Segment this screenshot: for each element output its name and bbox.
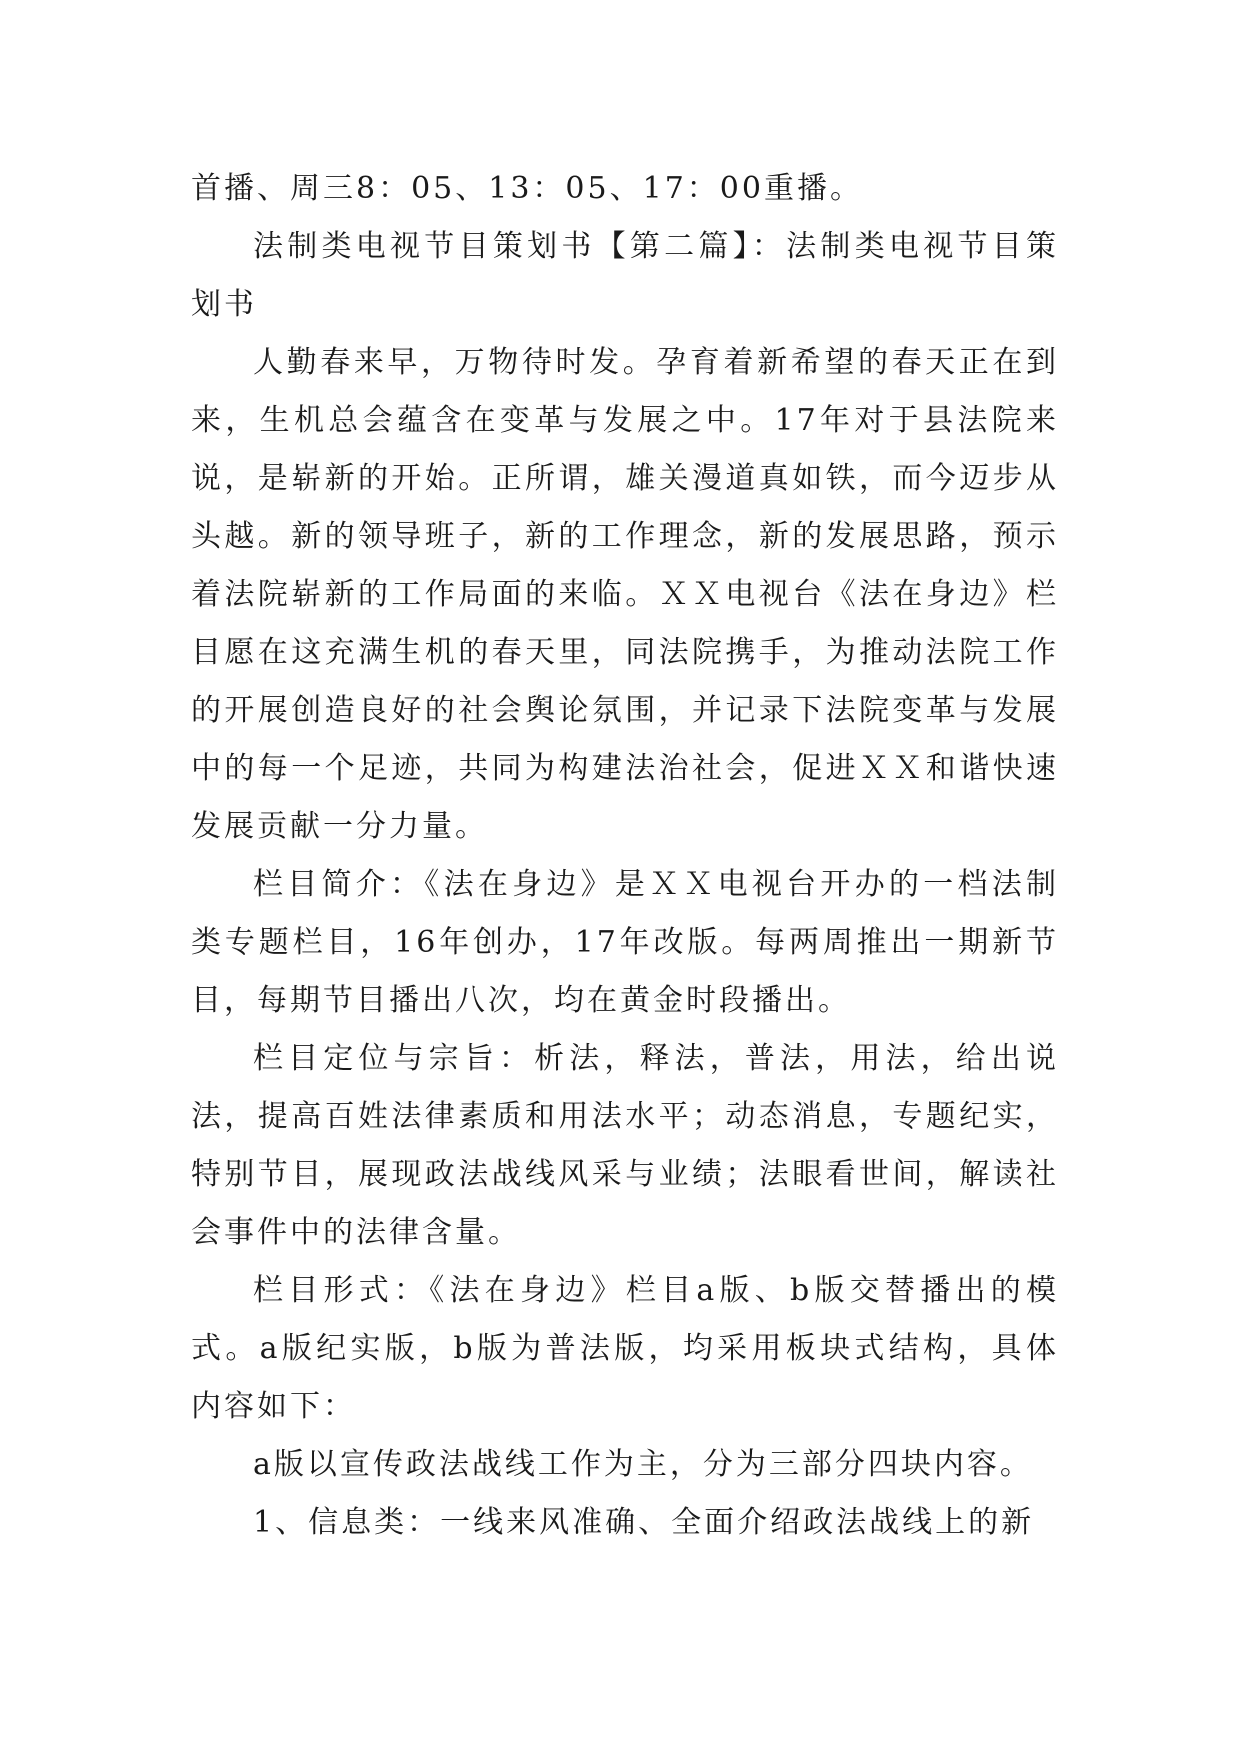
paragraph-introduction: 人勤春来早，万物待时发。孕育着新希望的春天正在到来，生机总会蕴含在变革与发展之中。17年对于县法院来说，是崭新的开始。正所谓，雄关漫道真如铁，而今迈步从头越。新的领导班子，新的工作理念，新的发展思路，预示着法院崭新的工作局面的来临。ＸＸ电视台《法在身边》栏目愿在这充满生机的春天里，同法院携手，为推动法院工作的开展创造良好的社会舆论氛围，并记录下法院变革与发展中的每一个足迹，共同为构建法治社会，促进ＸＸ和谐快速发展贡献一分力量。 (191, 345, 1059, 844)
paragraph-positioning: 栏目定位与宗旨：析法，释法，普法，用法，给出说法，提高百姓法律素质和用法水平；动态消息，专题纪实，特别节目，展现政法战线风采与业绩；法眼看世间，解读社会事件中的法律含量。 (191, 1041, 1059, 1250)
paragraph-broadcast-schedule: 首播、周三8：05、13：05、17：00重播。 (191, 171, 863, 206)
paragraph-version-a: a版以宣传政法战线工作为主，分为三部分四块内容。 (253, 1447, 1033, 1482)
paragraph-format: 栏目形式：《法在身边》栏目a版、b版交替播出的模式。a版纪实版，b版为普法版，均采用板块式结构，具体内容如下： (191, 1273, 1059, 1424)
paragraph-section-title: 法制类电视节目策划书【第二篇】：法制类电视节目策划书 (191, 229, 1059, 322)
document-body (191, 160, 1059, 1552)
paragraph-item-1: 1、信息类：一线来风准确、全面介绍政法战线上的新 (253, 1505, 1035, 1540)
paragraph-program-summary: 栏目简介：《法在身边》是ＸＸ电视台开办的一档法制类专题栏目，16年创办，17年改版。每两周推出一期新节目，每期节目播出八次，均在黄金时段播出。 (191, 867, 1059, 1018)
